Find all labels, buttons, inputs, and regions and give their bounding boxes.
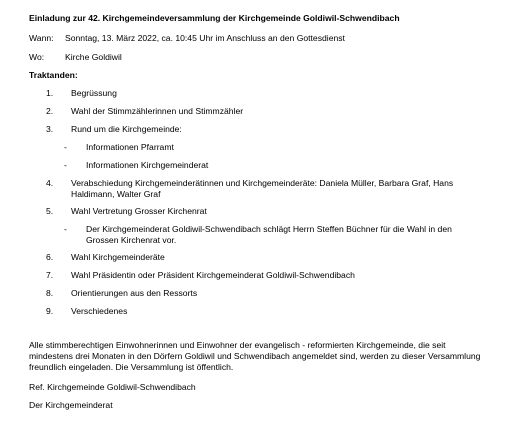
agenda-item-number: 2. [46, 106, 54, 116]
agenda-heading: Traktanden: [29, 70, 78, 80]
agenda-item-number: 3. [46, 124, 54, 134]
when-label: Wann: [29, 33, 54, 43]
subitem-text: Informationen Kirchgemeinderat [86, 160, 209, 170]
subitem-text: Informationen Pfarramt [86, 142, 174, 152]
agenda-item-text: Verschiedenes [71, 306, 128, 316]
agenda-item-number: 4. [46, 178, 54, 188]
subitem-dash: - [64, 224, 67, 234]
agenda-item-number: 9. [46, 306, 54, 316]
agenda-item-number: 5. [46, 206, 54, 216]
agenda-item-text: Rund um die Kirchgemeinde: [71, 124, 182, 134]
when-value: Sonntag, 13. März 2022, ca. 10:45 Uhr im Anschluss an den Gottesdienst [65, 33, 345, 43]
where-row [29, 52, 122, 63]
subitem-text: Der Kirchgemeinderat Goldiwil-Schwendibach schlägt Herrn Steffen Büchner für die Wahl in den Grossen Kirchenrat vor. [86, 224, 452, 245]
agenda-item-text: Wahl Kirchgemeinderäte [71, 252, 165, 262]
where-label: Wo: [29, 52, 45, 62]
signature-organization: Ref. Kirchgemeinde Goldiwil-Schwendibach [29, 382, 196, 392]
agenda-item-text: Wahl Präsidentin oder Präsident Kirchgemeinderat Goldiwil-Schwendibach [71, 270, 355, 280]
agenda-item-number: 7. [46, 270, 54, 280]
subitem-dash: - [64, 160, 67, 170]
agenda-item-number: 8. [46, 288, 54, 298]
subitem-dash: - [64, 142, 67, 152]
agenda-item-number: 1. [46, 88, 54, 98]
agenda-item-text: Orientierungen aus den Ressorts [71, 288, 198, 298]
agenda-item-text: Wahl Vertretung Grosser Kirchenrat [71, 206, 207, 216]
when-row [29, 33, 345, 44]
document-title: Einladung zur 42. Kirchgemeindeversammlung der Kirchgemeinde Goldiwil-Schwendibach [29, 13, 400, 23]
closing-paragraph: Alle stimmberechtigen Einwohnerinnen und Einwohner der evangelisch - reformierten Kirchgemeinde, die seit mindestens drei Monaten in den Dörfern Goldiwil und Schwendibach angemeldet sind, werden zu dieser Versammlung freundlich eingeladen. Die Versammlung ist öffentlich. [29, 340, 481, 372]
agenda-item-number: 6. [46, 252, 54, 262]
signature-body: Der Kirchgemeinderat [29, 400, 113, 410]
agenda-item-text: Wahl der Stimmzählerinnen und Stimmzähler [71, 106, 244, 116]
agenda-item-text: Begrüssung [71, 88, 117, 98]
agenda-item-text: Verabschiedung Kirchgemeinderätinnen und Kirchgemeinderäte: Daniela Müller, Barbara Graf, Hans Haldimann, Walter Graf [71, 178, 454, 199]
where-value: Kirche Goldiwil [65, 52, 122, 62]
